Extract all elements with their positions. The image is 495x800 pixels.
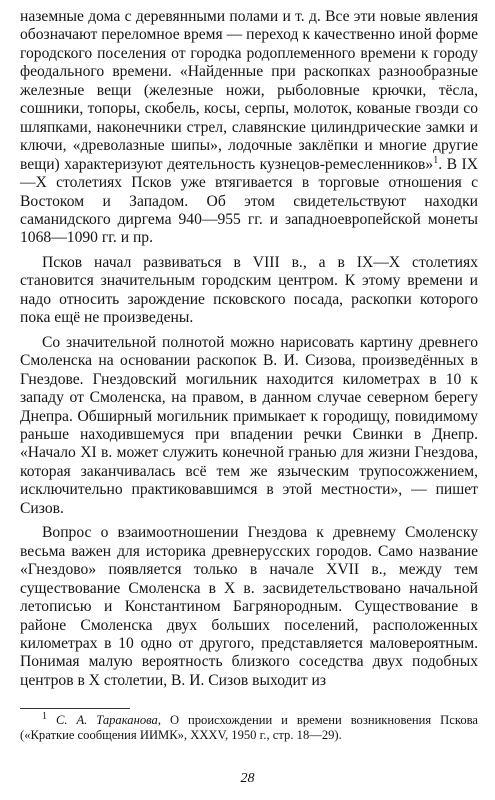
paragraph-1 — [20, 8, 478, 248]
paragraph-1-tail: . В IX—X столетиях Псков уже втягивается в торговые отношения с Востоком и Западом. Об этом свидетельствуют находки саманидского диргема 940—955 гг. и западноевропейской монеты 1068—1090 гг. и пр. — [20, 155, 478, 247]
footnote-author: С. А. Тараканова — [55, 713, 158, 728]
paragraph-2: Псков начал развиваться в VIII в., а в IX—X столетиях становится значительным городским центром. К этому времени и надо относить зарождение псковского посада, раскопки которого пока ещё не произведены. — [20, 253, 478, 327]
footnote-divider — [20, 708, 130, 709]
footnote — [20, 713, 478, 743]
footnote-reference: 1 — [433, 154, 439, 166]
paragraph-3: Со значительной полнотой можно нарисовать картину древнего Смоленска на основании раскопок В. И. Сизова, произведённых в Гнездове. Гнездовский могильник находится километрах в 10 к западу от Смоленска, на правом, в данном случае северном берегу Днепра. Обширный могильник примыкает к городищу, повидимому раньше находившемуся при впадении речки Свинки в Днепр. «Начало XI в. может служить конечной гранью для жизни Гнездова, которая заканчивалась всё тем же языческим трупосожжением, исключительно практиковавшимся в этой местности», — пишет Сизов. — [20, 333, 478, 517]
footnote-text: , О происхождении и времени возникновения Пскова («Краткие сообщения ИИМК», XXXV, 1950 г., стр. 18—29). — [20, 713, 478, 743]
paragraph-4: Вопрос о взаимоотношении Гнездова к древнему Смоленску весьма важен для историка древнерусских городов. Само название «Гнездово» появляется только в начале XVII в., между тем существование Смоленска в X в. засвидетельствовано начальной летописью и Константином Багрянородным. Существование в районе Смоленска двух больших поселений, расположенных километрах в 10 одно от другого, представляется маловероятным. Понимая малую вероятность близкого соседства двух подобных центров в X столетии, В. И. Сизов выходит из — [20, 524, 478, 689]
document-page — [20, 8, 478, 743]
footnote-marker: 1 — [42, 711, 47, 723]
paragraph-1-text: наземные дома с деревянными полами и т. д. Все эти новые явления обозначают переломное время — переход к качественно иной форме городского поселения от городка родоплеменного времени к городу феодального времени. «Найденные при раскопках разнообразные железные вещи (железные ножи, рыболовные крючки, тёсла, сошники, топоры, скобель, косы, серпы, молоток, кованые гвозди со шляпками, наконечники стрел, славянские цилиндрические замки и ключи, «древолазные шипы», лодочные заклёпки и многие другие вещи) характеризуют деятельность кузнецов-ремесленников» — [20, 8, 478, 173]
page-number: 28 — [240, 771, 255, 786]
